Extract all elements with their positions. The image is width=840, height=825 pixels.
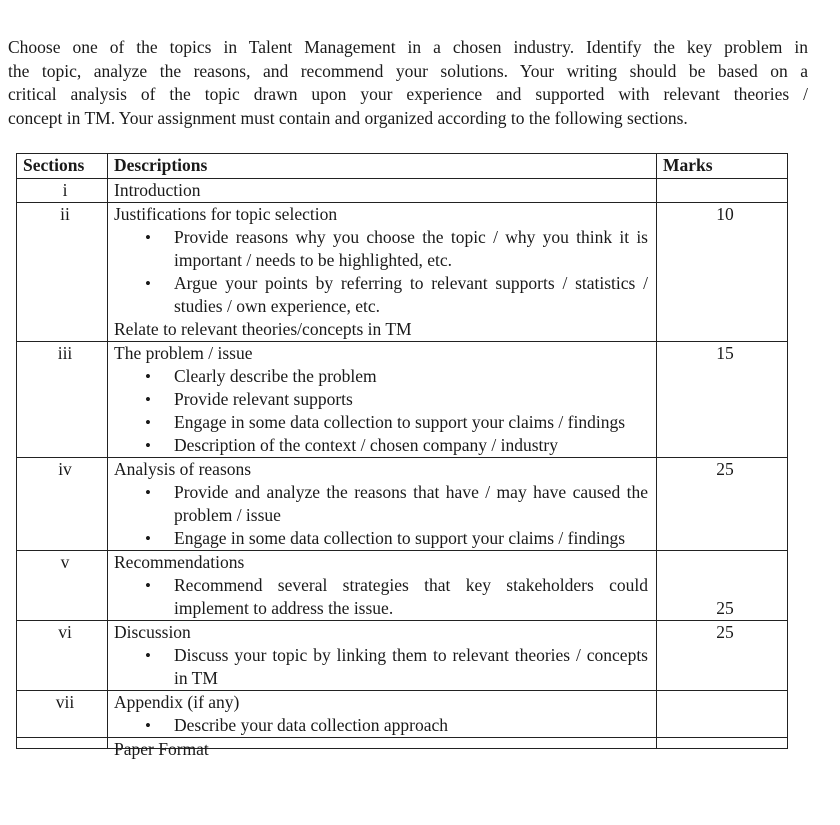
bullet-list	[114, 574, 656, 620]
marks-header: Marks	[657, 154, 788, 179]
section-description	[108, 203, 657, 342]
section-marks: 25	[657, 458, 788, 551]
section-number: v	[17, 551, 108, 621]
section-marks	[657, 179, 788, 203]
section-title: Recommendations	[114, 552, 245, 572]
section-description	[108, 621, 657, 691]
section-description	[108, 738, 657, 759]
section-marks	[657, 738, 788, 749]
instruction-line: critical analysis of the topic drawn upon your experience and supported with relevant theories /	[8, 84, 808, 104]
bullet-list	[114, 365, 656, 457]
bullet-list	[114, 226, 656, 318]
section-number: vi	[17, 621, 108, 691]
section-marks: 25	[657, 621, 788, 691]
bullet-point: • Discuss your topic by linking them to relevant theories / concepts in TM	[174, 644, 648, 690]
section-number: iv	[17, 458, 108, 551]
bullet-point: • Describe your data collection approach	[174, 714, 648, 737]
section-description	[108, 551, 657, 621]
section-title: Justifications for topic selection	[114, 204, 338, 224]
sections-header: Sections	[17, 154, 108, 179]
section-marks	[657, 691, 788, 738]
table-row-clipped	[17, 738, 788, 749]
bullet-point: • Engage in some data collection to support your claims / findings	[174, 411, 648, 434]
bullet-list	[114, 644, 656, 690]
bullet-point: • Recommend several strategies that key stakeholders could implement to address the issue.	[174, 574, 648, 620]
bullet-point: • Argue your points by referring to relevant supports / statistics / studies / own experience, etc.	[174, 272, 648, 318]
clipped-section-title: Paper Format	[114, 739, 209, 759]
section-title: Introduction	[114, 180, 201, 200]
table-row	[17, 621, 788, 691]
bullet-point: • Clearly describe the problem	[174, 365, 648, 388]
section-title: Discussion	[114, 622, 191, 642]
section-description	[108, 691, 657, 738]
table-row	[17, 179, 788, 203]
section-marks: 15	[657, 342, 788, 458]
assignment-instructions	[8, 36, 808, 130]
table-header-row	[17, 154, 788, 179]
bullet-list	[114, 714, 656, 737]
instruction-line: the topic, analyze the reasons, and recommend your solutions. Your writing should be based on a	[8, 60, 808, 81]
bullet-point: • Engage in some data collection to support your claims / findings	[174, 527, 648, 550]
bullet-point: • Provide reasons why you choose the topic / why you think it is important / needs to be highlighted, etc.	[174, 226, 648, 272]
section-description	[108, 179, 657, 203]
section-number: iii	[17, 342, 108, 458]
section-marks: 10	[657, 203, 788, 342]
descriptions-header: Descriptions	[108, 154, 657, 179]
table-row	[17, 342, 788, 458]
section-marks: 25	[657, 551, 788, 621]
table-row	[17, 458, 788, 551]
bullet-list	[114, 481, 656, 550]
bullet-point: • Provide relevant supports	[174, 388, 648, 411]
bullet-point: • Description of the context / chosen company / industry	[174, 434, 648, 457]
section-note: Relate to relevant theories/concepts in TM	[114, 319, 412, 339]
instruction-line: concept in TM. Your assignment must contain and organized according to the following sections.	[8, 107, 688, 128]
table-row	[17, 691, 788, 738]
section-number: i	[17, 179, 108, 203]
section-title: The problem / issue	[114, 343, 253, 363]
table-row	[17, 551, 788, 621]
section-number: ii	[17, 203, 108, 342]
section-description	[108, 342, 657, 458]
bullet-point: • Provide and analyze the reasons that have / may have caused the problem / issue	[174, 481, 648, 527]
section-title: Analysis of reasons	[114, 459, 252, 479]
section-number	[17, 738, 108, 749]
section-number: vii	[17, 691, 108, 738]
sections-marks-table	[16, 153, 788, 759]
table-row	[17, 203, 788, 342]
table-body	[17, 179, 788, 759]
section-description	[108, 458, 657, 551]
section-title: Appendix (if any)	[114, 692, 240, 712]
instruction-line: Choose one of the topics in Talent Management in a chosen industry. Identify the key problem in	[8, 37, 808, 57]
